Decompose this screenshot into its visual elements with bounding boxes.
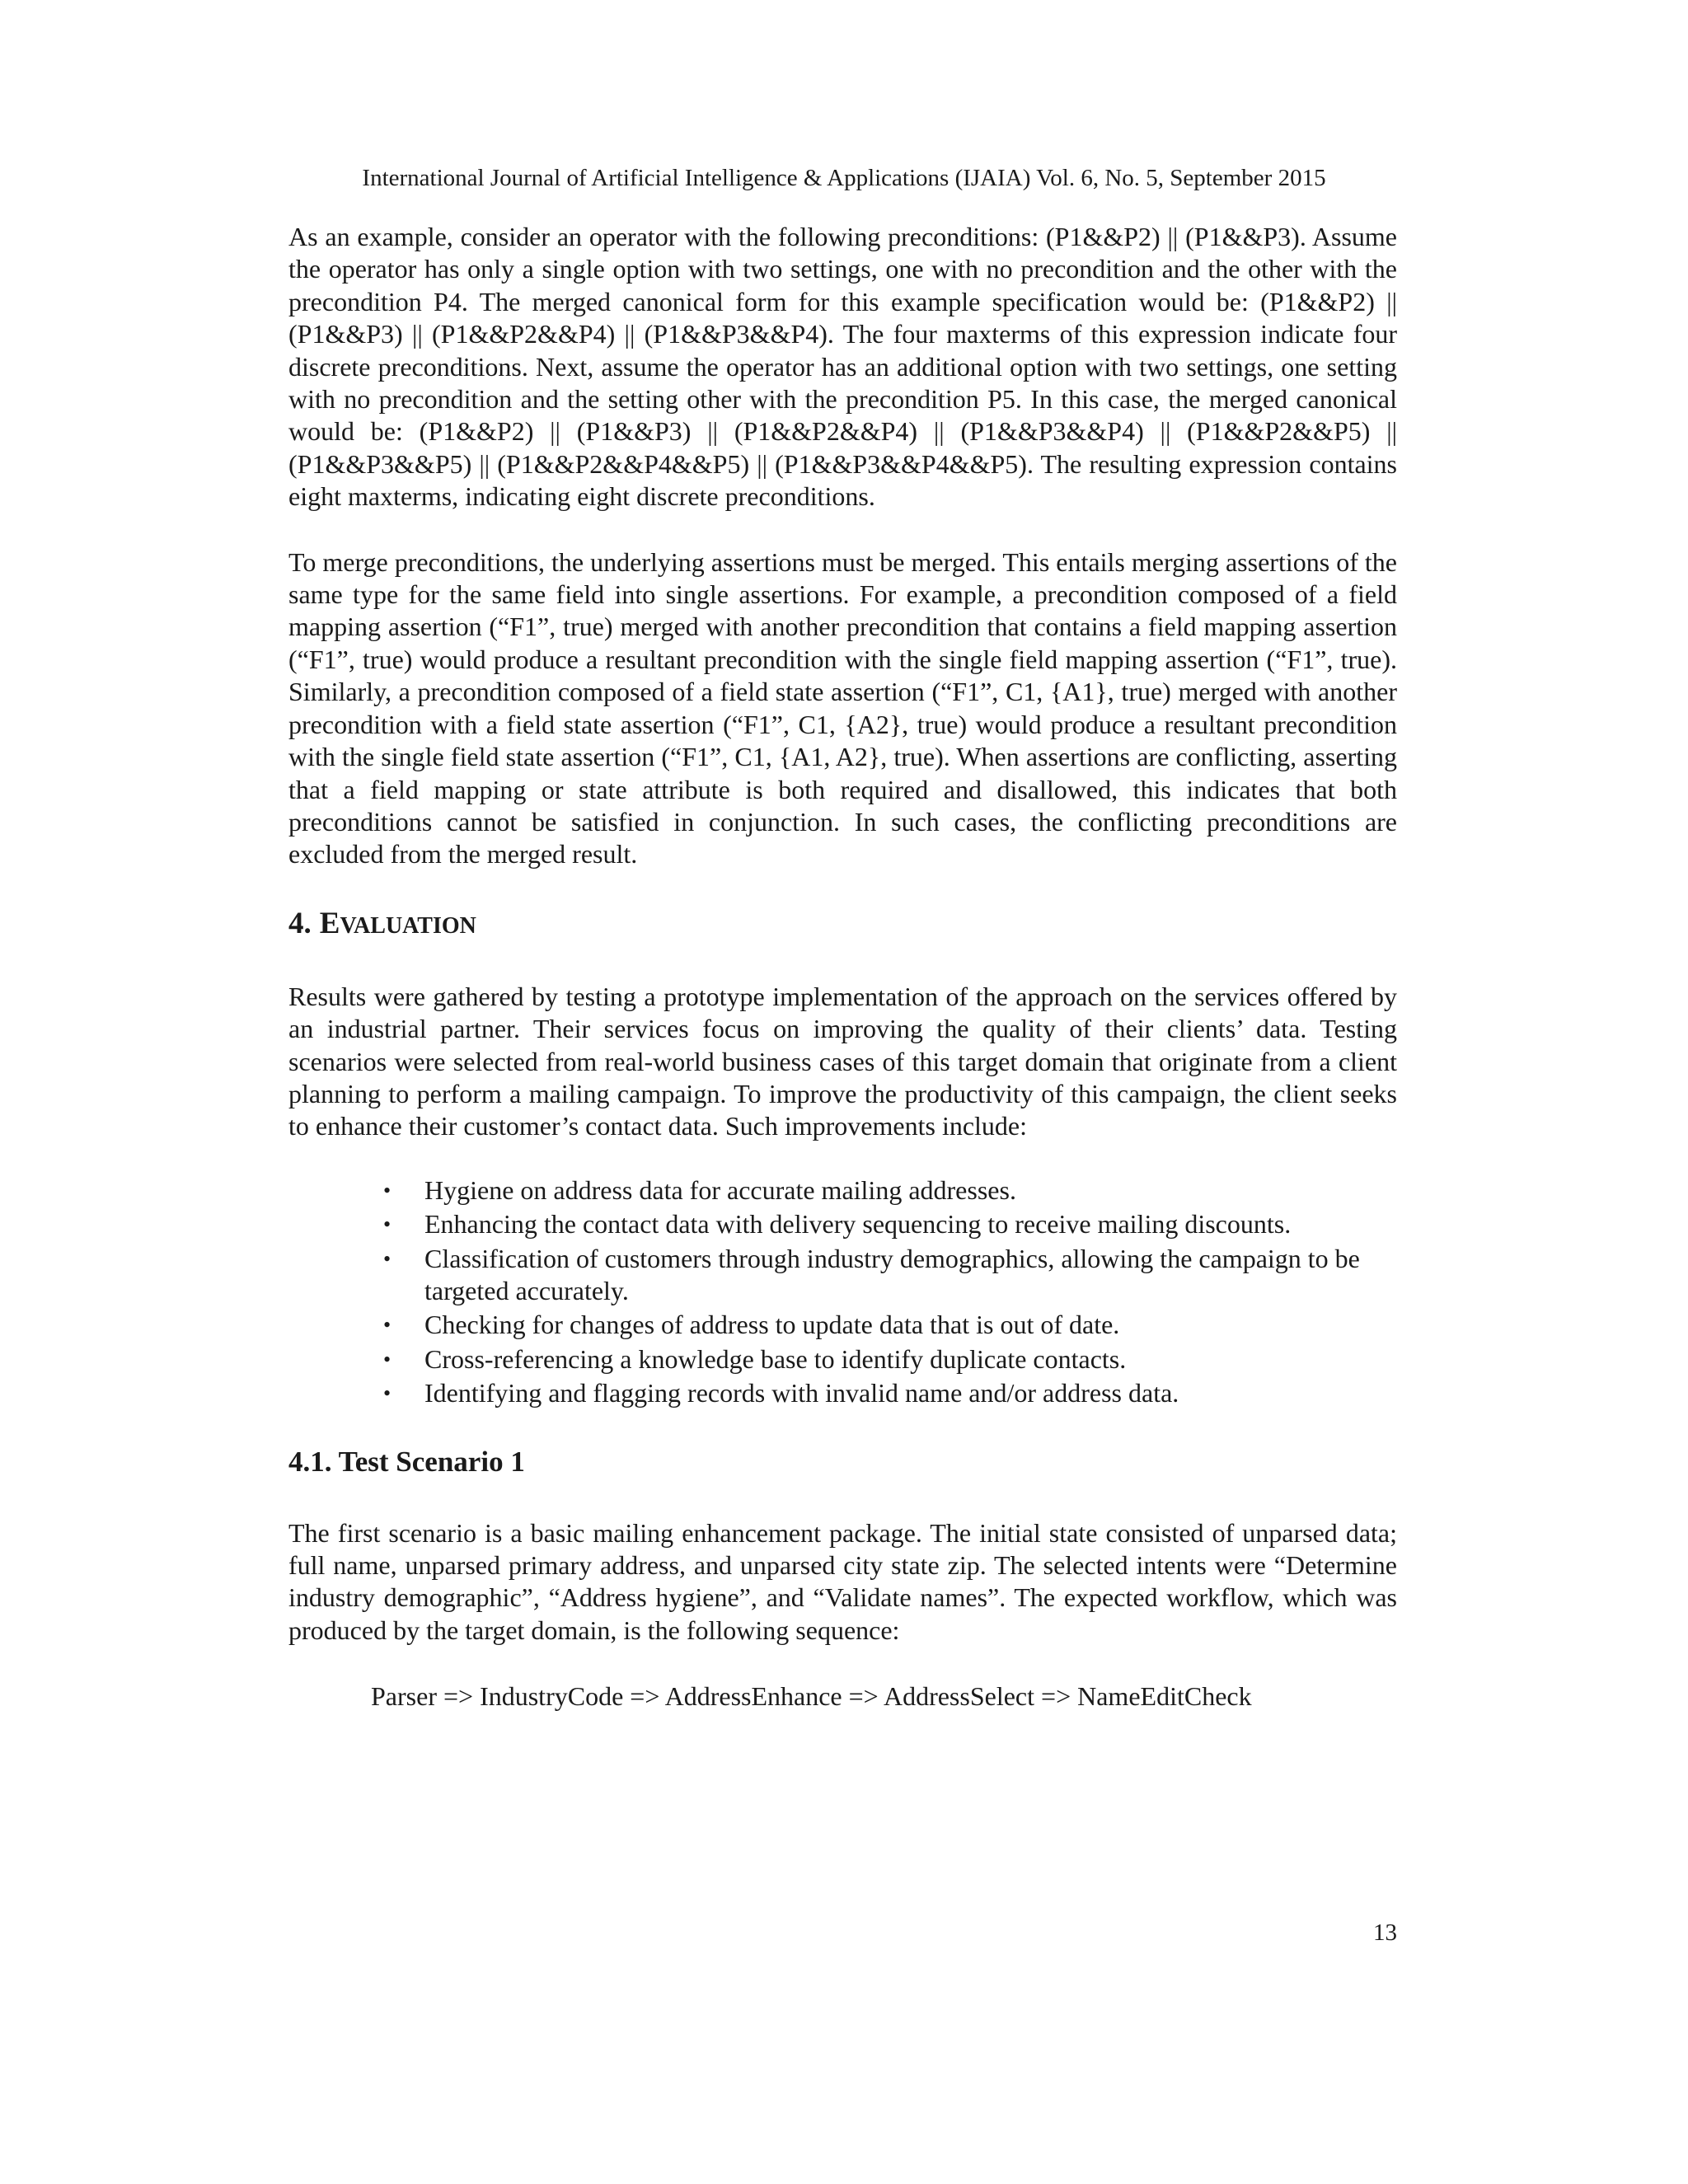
list-item-text: Identifying and flagging records with invalid name and/or address data. xyxy=(424,1378,1179,1408)
paragraph-precondition-example: As an example, consider an operator with the following preconditions: (P1&&P2) || (P1&&P3). Assume the operator has only a single option with two settings, one with no precondition and the other with the precondition P4. The merged canonical form for this example specification would be: (P1&&P2) || (P1&&P3) || (P1&&P2&&P4) || (P1&&P3&&P4). The four maxterms of this expression indicate four discrete preconditions. Next, assume the operator has an additional option with two settings, one setting with no precondition and the setting other with the precondition P5. In this case, the merged canonical would be: (P1&&P2) || (P1&&P3) || (P1&&P2&&P4) || (P1&&P3&&P4) || (P1&&P2&&P5) || (P1&&P3&&P5) || (P1&&P2&&P4&&P5) || (P1&&P3&&P4&&P5). The resulting expression contains eight maxterms, indicating eight discrete preconditions. xyxy=(288,222,1397,512)
list-item xyxy=(383,1309,1397,1341)
list-item-text: Cross-referencing a knowledge base to identify duplicate contacts. xyxy=(424,1343,1127,1374)
page-content xyxy=(288,221,1397,1713)
section-title-rest: VALUATION xyxy=(340,912,476,939)
section-title-initial: E xyxy=(319,906,340,940)
list-item xyxy=(383,1343,1397,1376)
paragraph-test-scenario-1: The first scenario is a basic mailing enhancement package. The initial state consisted of unparsed data; full name, unparsed primary address, and unparsed city state zip. The selected intents were “Determine industry demographic”, “Address hygiene”, and “Validate names”. The expected workflow, which was produced by the target domain, is the following sequence: xyxy=(288,1517,1397,1645)
bullet-icon: • xyxy=(383,1212,392,1237)
bullet-icon: • xyxy=(383,1178,392,1202)
section-heading-evaluation xyxy=(288,906,1397,944)
improvements-list xyxy=(288,1174,1397,1410)
bullet-icon: • xyxy=(383,1246,392,1271)
page-number: 13 xyxy=(1373,1919,1397,1946)
list-item-text: Hygiene on address data for accurate mailing addresses. xyxy=(424,1174,1016,1205)
paragraph-merge-preconditions: To merge preconditions, the underlying assertions must be merged. This entails merging assertions of the same type for the same field into single assertions. For example, a precondition composed of a field mapping assertion (“F1”, true) merged with another precondition that contains a field mapping assertion (“F1”, true) would produce a resultant precondition with the single field mapping assertion (“F1”, true). Similarly, a precondition composed of a field state assertion (“F1”, C1, {A1}, true) merged with another precondition with a field state assertion (“F1”, C1, {A2}, true) would produce a resultant precondition with the single field state assertion (“F1”, C1, {A1, A2}, true). When assertions are conflicting, asserting that a field mapping or state attribute is both required and disallowed, this indicates that both preconditions cannot be satisfied in conjunction. In such cases, the conflicting preconditions are excluded from the merged result. xyxy=(288,546,1397,869)
paragraph-gap xyxy=(288,513,1397,546)
list-item xyxy=(383,1174,1397,1207)
bullet-icon: • xyxy=(383,1313,392,1338)
list-item xyxy=(383,1377,1397,1409)
bullet-icon: • xyxy=(383,1381,392,1406)
running-header: International Journal of Artificial Intelligence & Applications (IJAIA) Vol. 6, No. 5, September 2015 xyxy=(362,165,1326,191)
list-item xyxy=(383,1243,1397,1308)
list-item-text: Checking for changes of address to update data that is out of date. xyxy=(424,1310,1120,1340)
section-number: 4. xyxy=(288,906,312,940)
list-item-text: Enhancing the contact data with delivery sequencing to receive mailing discounts. xyxy=(424,1209,1292,1240)
list-item xyxy=(383,1208,1397,1240)
subsection-heading-test-scenario-1: 4.1. Test Scenario 1 xyxy=(288,1445,525,1478)
bullet-icon: • xyxy=(383,1347,392,1371)
paragraph-evaluation-intro: Results were gathered by testing a prototype implementation of the approach on the services offered by an industrial partner. Their services focus on improving the quality of their clients’ data. Testing scenarios were selected from real-world business cases of this target domain that originate from a client planning to perform a mailing campaign. To improve the productivity of this campaign, the client seeks to enhance their customer’s contact data. Such improvements include: xyxy=(288,981,1397,1141)
workflow-sequence: Parser => IndustryCode => AddressEnhance => AddressSelect => NameEditCheck xyxy=(371,1681,1252,1712)
list-item-text: Classification of customers through industry demographics, allowing the campaign to be targeted accurately. xyxy=(424,1243,1360,1305)
